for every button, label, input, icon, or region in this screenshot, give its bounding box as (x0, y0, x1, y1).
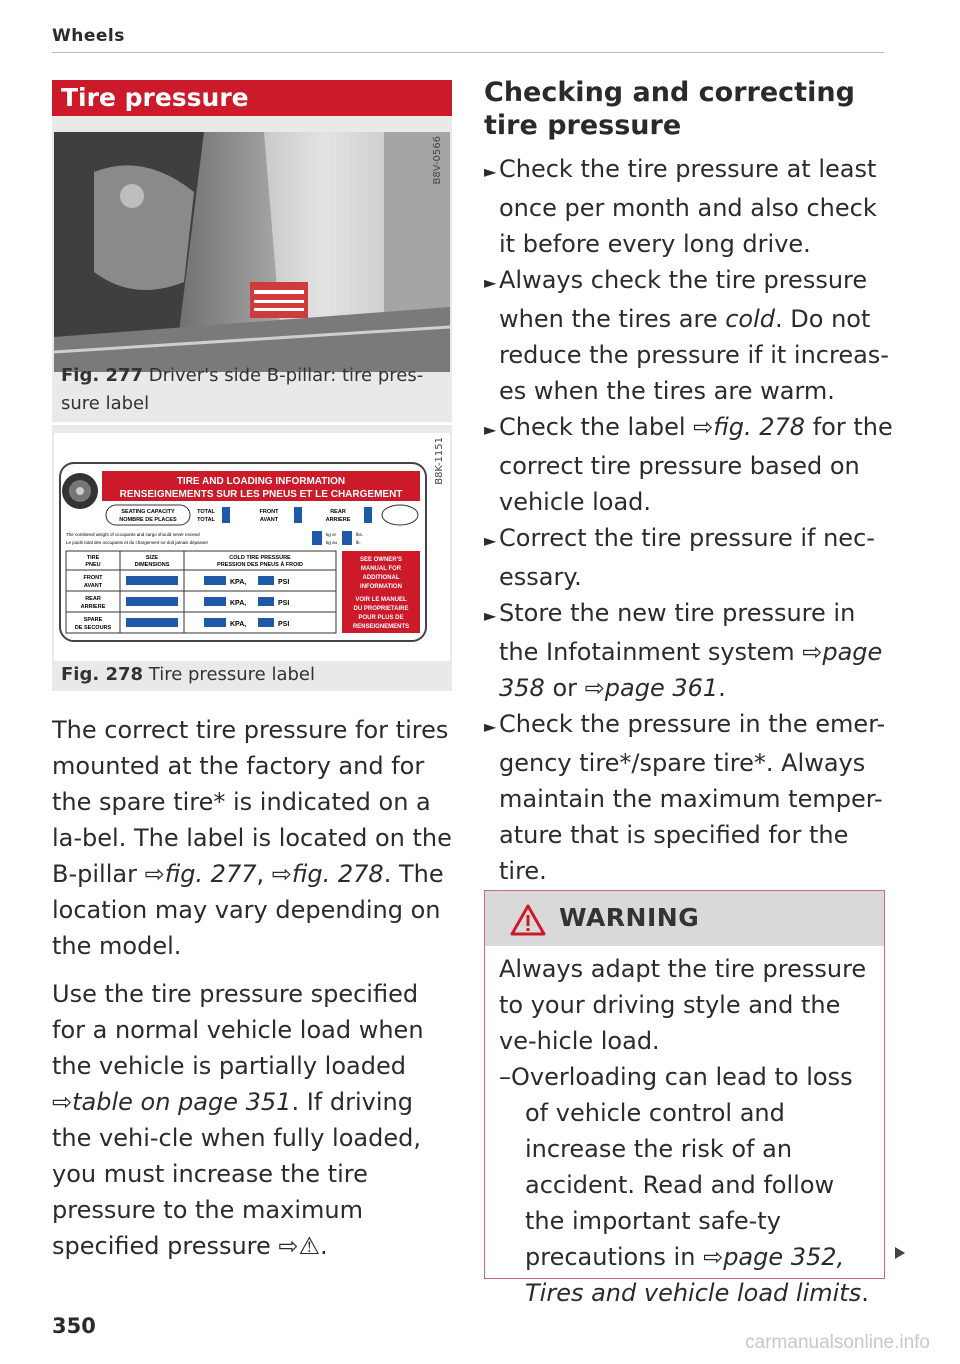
label-title-en: TIRE AND LOADING INFORMATION (176, 476, 346, 487)
label-row-spare-fr: DE SECOURS (74, 625, 112, 631)
body-paragraph-2: Use the tire pressure specified for a normal vehicle load when the vehicle is partially loaded ⇨table on page 351. If driving the vehi-cle when fully loaded, you must increase the tire pressure to the maximum specified pressure ⇨⚠. (52, 980, 424, 1260)
label-kpa: KPA, (230, 621, 247, 628)
list-item-text: for the correct tire pressure based on vehicle load. (499, 413, 893, 516)
figure-ref-link[interactable]: fig. 278 (291, 860, 384, 888)
figure-278-caption (61, 661, 315, 689)
list-item-text: Check the tire pressure at least once per month and also check it before every long drive. (499, 155, 877, 258)
list-item-text: or (552, 674, 578, 702)
label-seating-fr: NOMBRE DE PLACES (119, 517, 177, 523)
body-paragraph-1: The correct tire pressure for tires mounted at the factory and for the spare tire* is indicated on a la-bel. The label is located on the B-pillar ⇨fig. 277, ⇨fig. 278. The location may vary depending on the model. (52, 716, 452, 960)
paragraph-text: . If driving the vehi-cle when fully loaded, you must increase the tire pressure to the maximum specified pressure (52, 1088, 421, 1260)
ref-arrow-icon: ⇨ (584, 674, 605, 702)
instruction-list (484, 151, 894, 889)
label-psi: PSI (278, 579, 290, 586)
warning-title: WARNING (559, 903, 700, 932)
bullet-arrow-icon: ► (484, 606, 497, 625)
label-weight-en: The combined weight of occupants and cargo should never exceed (66, 532, 200, 537)
label-kpa: KPA, (230, 579, 247, 586)
table-ref-link[interactable]: table on page 351 (72, 1088, 292, 1116)
page-ref-link[interactable]: page 352, Tires and vehicle load limits (525, 1243, 862, 1307)
ref-arrow-icon: ⇨ (693, 413, 714, 441)
ref-arrow-icon: ⇨ (144, 860, 165, 888)
label-side-line: ADDITIONAL (362, 575, 400, 581)
subsection-title: Checking and correcting tire pressure (484, 77, 855, 141)
figure-caption-text: Driver's side B-pillar: tire pres-sure label (61, 365, 424, 414)
figure-number: Fig. 278 (61, 664, 144, 685)
list-item (484, 520, 894, 595)
label-row-rear: REAR (85, 596, 101, 602)
label-col-tire: TIRE (86, 555, 100, 561)
label-col-size: SIZE (145, 555, 159, 561)
label-total-fr: TOTAL (197, 517, 215, 523)
page-number: 350 (52, 1314, 96, 1338)
label-total: TOTAL (197, 509, 215, 515)
page-ref-link[interactable]: page 361 (604, 674, 719, 702)
label-psi: PSI (278, 600, 290, 607)
figure-277 (52, 116, 452, 422)
ref-arrow-icon: ⇨ (278, 1232, 299, 1260)
label-row-rear-fr: ARRIERE (80, 604, 106, 610)
list-item-text: Correct the tire pressure if nec-essary. (499, 524, 875, 591)
list-item-text: Store the new tire pressure in the Infotainment system (499, 599, 856, 666)
label-side-line: POUR PLUS DE (358, 615, 404, 621)
figure-ref-link[interactable]: fig. 277 (164, 860, 257, 888)
label-kg-or: kg or (326, 532, 337, 537)
label-psi: PSI (278, 621, 290, 628)
label-rear-fr: ARRIERE (325, 517, 351, 523)
warning-text: . (861, 1279, 869, 1307)
bullet-arrow-icon: ► (484, 420, 497, 439)
paragraph-text: Use the tire pressure specified for a normal vehicle load when the vehicle is partially loaded (52, 980, 424, 1080)
label-front: FRONT (259, 509, 279, 515)
header-rule (52, 52, 884, 53)
figure-number: Fig. 277 (61, 365, 144, 386)
figure-278 (52, 425, 452, 691)
list-item (484, 595, 894, 706)
list-item-text: Always check the tire pressure when the tires are (499, 266, 868, 333)
label-col-size-fr: DIMENSIONS (134, 562, 170, 568)
label-side-line: INFORMATION (360, 584, 402, 590)
warning-triangle-icon (510, 904, 546, 936)
label-col-tire-fr: PNEU (85, 562, 101, 568)
label-lbs: lbs. (356, 532, 364, 537)
label-weight-fr: Le poids total des occupants et du chargement ne doit jamais dépasser (66, 540, 209, 545)
label-row-spare: SPARE (83, 617, 103, 623)
list-item-text: Check the label (499, 413, 686, 441)
label-side-line: VOIR LE MANUEL (355, 597, 407, 603)
list-item (484, 262, 894, 409)
bullet-arrow-icon: ► (484, 717, 497, 736)
warning-header (485, 891, 884, 946)
warning-text: –Overloading can lead to loss of vehicle control and increase the risk of an accident. Read and follow the important safe-ty precautions in (499, 1063, 853, 1271)
label-seating: SEATING CAPACITY (121, 509, 175, 515)
label-row-front: FRONT (83, 575, 103, 581)
emphasis-text: cold (725, 305, 776, 333)
ref-arrow-icon: ⇨ (271, 860, 292, 888)
figure-code: B8V-0566 (432, 136, 443, 185)
label-side-line: RENSEIGNEMENTS (352, 624, 410, 630)
list-item (484, 409, 894, 520)
section-title-bar: Tire pressure (52, 80, 452, 116)
label-col-cold: COLD TIRE PRESSURE (229, 555, 291, 561)
bullet-arrow-icon: ► (484, 162, 497, 181)
warning-body (499, 951, 879, 1311)
figure-code: B8K-1151 (434, 437, 445, 485)
continue-arrow-icon (893, 1246, 907, 1260)
warning-paragraph (499, 1059, 879, 1311)
paragraph-text: . The location may vary depending on the model. (52, 860, 444, 960)
page-ref-link[interactable]: page 358 (499, 638, 883, 702)
ref-arrow-icon: ⇨ (52, 1088, 73, 1116)
warning-box (484, 890, 885, 1307)
tire-pressure-label (54, 433, 450, 661)
running-header: Wheels (52, 26, 125, 46)
label-front-fr: AVANT (259, 517, 279, 523)
label-col-cold-fr: PRESSION DES PNEUS À FROID (217, 562, 303, 568)
list-item (484, 151, 894, 262)
label-side-line: MANUAL FOR (360, 566, 402, 572)
watermark: carmanualsonline.info (745, 1332, 930, 1353)
label-kpa: KPA, (230, 600, 247, 607)
figure-caption-text: Tire pressure label (148, 664, 316, 685)
figure-277-caption (61, 362, 452, 418)
warning-triangle-icon[interactable]: ⚠ (298, 1232, 321, 1260)
label-side-line: SEE OWNER'S (359, 557, 403, 563)
label-title-fr: RENSEIGNEMENTS SUR LES PNEUS ET LE CHARGEMENT (119, 489, 403, 500)
bullet-arrow-icon: ► (484, 273, 497, 292)
list-item-text: . (718, 674, 726, 702)
list-item-text: Check the pressure in the emer-gency tire*/spare tire*. Always maintain the maximum temper-ature that is specified for the tire. (499, 710, 886, 885)
label-lb: lb. (356, 540, 361, 545)
ref-arrow-icon: ⇨ (703, 1243, 724, 1271)
label-side-line: DU PROPRIETAIRE (353, 606, 409, 612)
bullet-arrow-icon: ► (484, 531, 497, 550)
label-kg-ou: kg ou (326, 540, 338, 545)
b-pillar-photo (54, 132, 450, 372)
list-item (484, 706, 894, 889)
list-item-text: . Do not reduce the pressure if it increas-es when the tires are warm. (499, 305, 889, 405)
figure-ref-link[interactable]: fig. 278 (713, 413, 806, 441)
warning-paragraph: Always adapt the tire pressure to your driving style and the ve-hicle load. (499, 955, 867, 1055)
ref-arrow-icon: ⇨ (802, 638, 823, 666)
label-rear: REAR (330, 509, 346, 515)
label-row-front-fr: AVANT (83, 583, 103, 589)
paragraph-text: The correct tire pressure for tires mounted at the factory and for the spare tire* is indicated on a la-bel. The label is located on the B-pillar (52, 716, 452, 888)
